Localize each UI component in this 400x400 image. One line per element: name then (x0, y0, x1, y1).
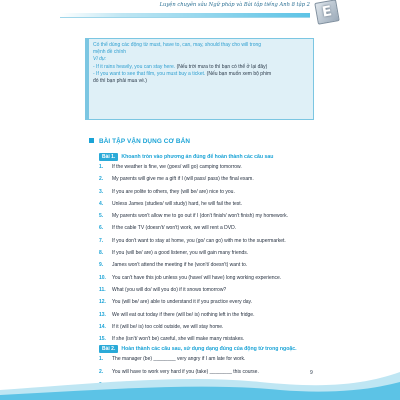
exercise-item (99, 324, 319, 336)
grammar-note-box (85, 38, 314, 120)
grammar-note-content (93, 42, 312, 85)
exercise-text: If you don't want to stay at home, you (go/ can go) with me to the supermarket. (112, 237, 286, 244)
exercise-item (99, 189, 319, 201)
note-example-2 (93, 71, 312, 78)
exercise-number: 3. (99, 188, 104, 195)
exercise-text: If you (will be/ are) a good listener, you will gain many friends. (112, 250, 249, 257)
note-example-1 (93, 64, 312, 71)
letter-e-logo-icon: E (314, 0, 339, 25)
exercise-number: 4. (99, 200, 104, 207)
exercise-number: 14. (99, 323, 106, 330)
page-number: 9 (310, 370, 313, 376)
exercise-text: Unless James (studies/ will study) hard, he will fail the test. (112, 200, 243, 207)
task-1-heading (99, 153, 273, 161)
exercise-number: 2. (99, 176, 104, 183)
exercise-item (99, 287, 319, 299)
exercise-number: 10. (99, 274, 106, 281)
exercise-item (99, 262, 319, 274)
task-2-title: Hoàn thành các câu sau, sử dụng dạng đúng của động từ trong ngoặc. (121, 346, 297, 352)
footer-wave (0, 360, 400, 400)
exercise-item (99, 238, 319, 250)
exercise-number: 1. (99, 164, 104, 170)
exercise-item (99, 201, 319, 213)
task-1-title: Khoanh tròn vào phương án đúng để hoàn thành các câu sau (121, 154, 274, 160)
exercise-text: You can't have this job unless you (have/ will have) long working experience. (112, 274, 282, 281)
exercise-number: 8. (99, 250, 104, 257)
exercise-text: You will have to work very hard if you (take) ________ this course. (112, 369, 259, 375)
page-header (0, 0, 400, 22)
task-1-list (99, 164, 319, 348)
exercise-item (99, 250, 319, 262)
exercise-number: 13. (99, 311, 106, 318)
header-title: Luyện chuyên sâu Ngữ pháp và Bài tập tiếng Anh 8 tập 2 (159, 2, 310, 8)
note-example-2-vi: (Nếu bạn muốn xem bộ phim (206, 70, 272, 77)
exercise-item (99, 275, 319, 287)
note-example-label: Ví dụ: (93, 56, 107, 63)
exercise-text: What (you will do/ will you do) if it snows tomorrow? (112, 286, 227, 293)
exercise-text: If you are polite to others, they (will be/ are) nice to you. (112, 188, 235, 195)
book-logo (310, 0, 346, 26)
exercise-text: James won't attend the meeting if he (won't/ doesn't) want to. (112, 262, 248, 269)
task-2-heading (99, 345, 297, 353)
note-example-2-en: - If you want to see that film, you must buy a ticket. (93, 70, 206, 77)
exercise-text: If the weather is fine, we (goes/ will go) camping tomorrow. (112, 164, 242, 170)
exercise-text: You (will be/ are) able to understand it if you practice every day. (112, 299, 253, 306)
exercise-number: 12. (99, 299, 106, 306)
exercise-item (99, 213, 319, 225)
exercise-number: 15. (99, 336, 106, 343)
exercise-number: 9. (99, 262, 104, 269)
section-square-icon (89, 138, 94, 143)
header-stripe-line (60, 17, 310, 18)
exercise-number: 1. (99, 356, 104, 362)
exercise-text: My parents won't allow me to go out if I (don't finish/ won't finish) my homework. (112, 213, 288, 220)
exercise-text: If the cable TV (doesn't/ won't) work, we will rent a DVD. (112, 225, 237, 232)
exercise-number: 2. (99, 369, 104, 375)
task-2-badge: Bài 2. (99, 345, 118, 353)
exercise-text: If it (will be/ is) too cold outside, we will stay home. (112, 323, 224, 330)
exercise-item (99, 299, 319, 311)
exercise-text: The manager (be) ________ very angry if I am late for work. (112, 356, 246, 362)
exercise-number: 7. (99, 237, 104, 244)
exercise-number: 11. (99, 286, 106, 293)
exercise-text: My parents will give me a gift if I (will pass/ pass) the final exam. (112, 176, 254, 183)
section-title-text: BÀI TẬP VẬN DỤNG CƠ BẢN (99, 138, 191, 145)
note-line-1: Có thể dùng các động từ must, have to, can, may, should thay cho will trong (93, 42, 262, 48)
note-line-2: mệnh đề chính (93, 49, 127, 56)
exercise-text: We will eat out today if there (will be/ is) nothing left in the fridge. (112, 311, 255, 318)
exercise-text: If she (isn't/ won't be) careful, she will make many mistakes. (112, 336, 245, 343)
task-1-badge: Bài 1. (99, 153, 118, 161)
note-example-1-vi: (Nếu trời mưa to thì bạn có thể ở lại đây) (176, 63, 268, 70)
exercise-item (99, 312, 319, 324)
note-example-1-en: - If it rains heavily, you can stay here. (93, 63, 176, 70)
exercise-item (99, 225, 319, 237)
section-title (89, 138, 190, 145)
exercise-item (99, 176, 319, 188)
exercise-item (99, 164, 319, 176)
exercise-number: 5. (99, 213, 104, 220)
exercise-number: 6. (99, 225, 104, 232)
note-example-2-vi-cont: đó thì bạn phải mua vé.) (93, 78, 147, 85)
